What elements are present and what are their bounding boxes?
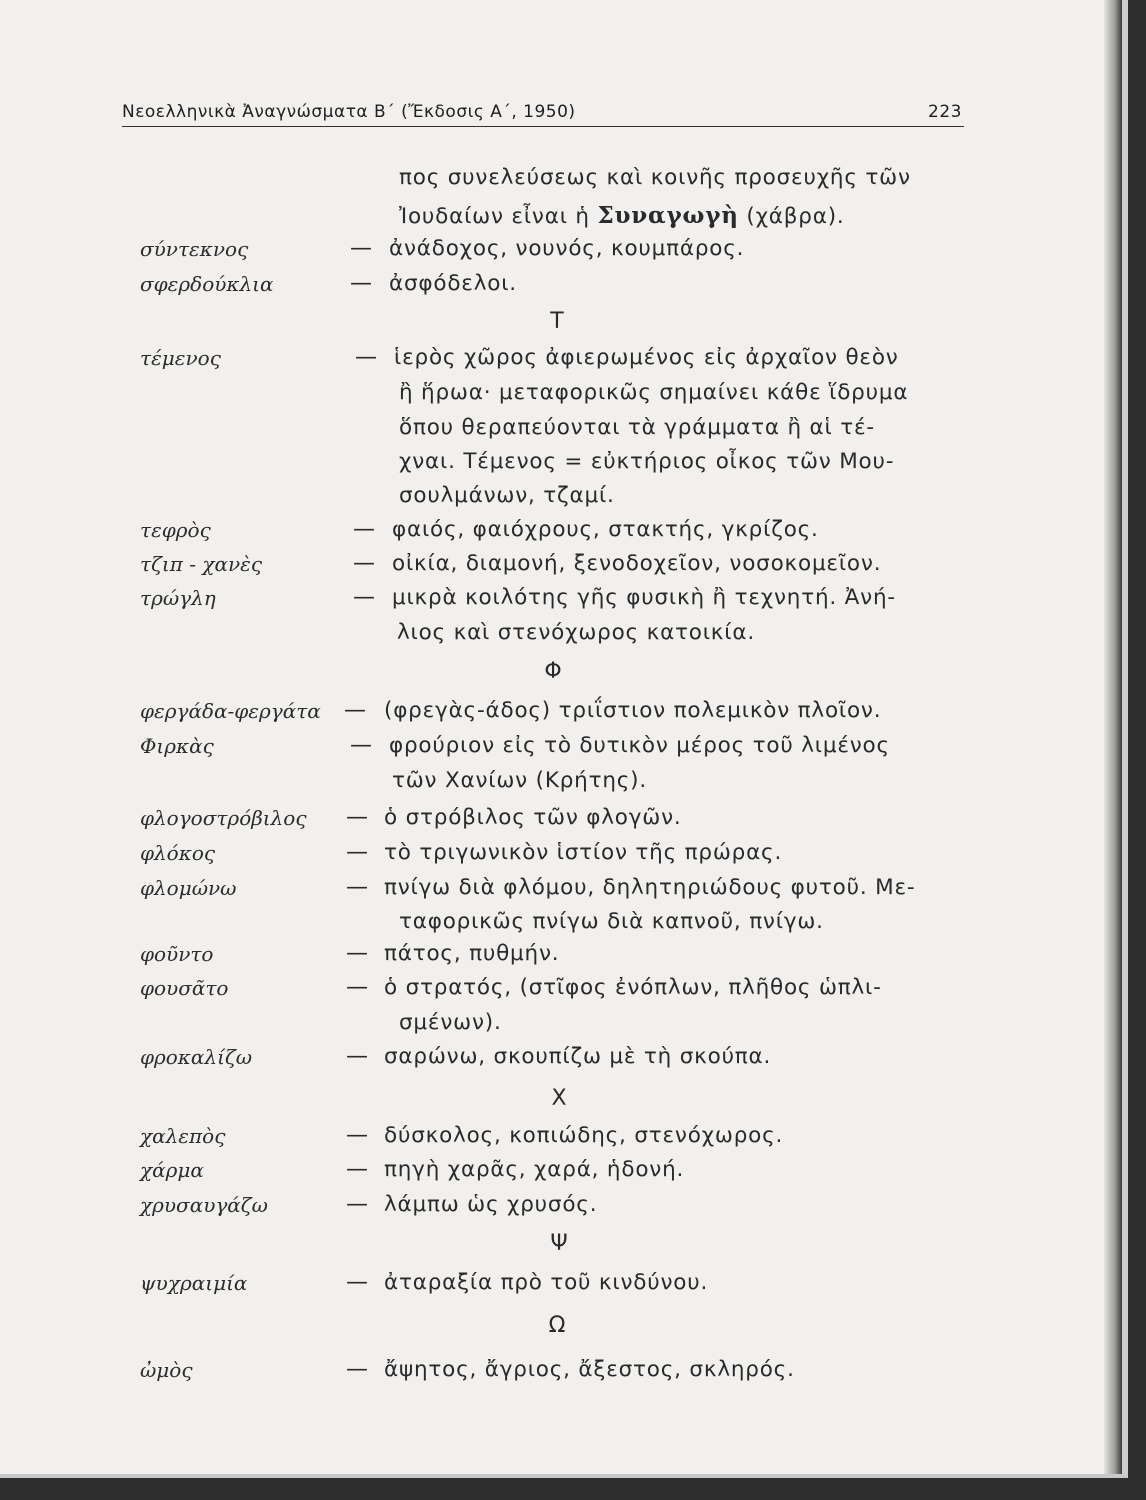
entry-dash: — [346,941,368,966]
section-letter-psi: Ψ [550,1231,568,1256]
entry-definition-line: φαιός, φαιόχρους, στακτής, γκρίζος. [392,517,819,542]
entry-lemma: ψυχραιμία [140,1271,248,1295]
entry-definition-line: σουλμάνων, τζαμί. [399,483,615,508]
intro-bold-term: Συναγωγὴ [597,202,739,229]
entry-dash: — [346,1123,368,1148]
entry-lemma: τέμενος [140,346,221,370]
entry-dash: — [346,1357,368,1382]
entry-dash: — [350,236,372,261]
entry-dash: — [346,1157,368,1182]
entry-dash: — [344,698,366,723]
page-edge-shadow [1104,0,1122,1478]
entry-lemma: Φιρκὰς [140,734,214,758]
running-head [122,100,964,127]
entry-definition-line: λιος καὶ στενόχωρος κατοικία. [397,620,755,645]
entry-lemma: φλομώνω [140,876,237,900]
entry-dash: — [350,733,372,758]
section-letter-phi: Φ [544,659,562,684]
entry-definition-line: λάμπω ὡς χρυσός. [384,1192,598,1217]
entry-definition-line: ἀνάδοχος, νουνός, κουμπάρος. [389,236,745,261]
entry-lemma: χαλεπὸς [140,1124,226,1148]
entry-definition-line: σμένων). [399,1010,502,1035]
entry-definition-line: ταφορικῶς πνίγω διὰ καπνοῦ, πνίγω. [399,909,824,934]
entry-dash: — [355,345,377,370]
entry-definition-line: ὁ στρόβιλος τῶν φλογῶν. [384,805,682,830]
section-letter-chi: Χ [551,1086,567,1111]
entry-lemma: φροκαλίζω [140,1045,253,1069]
entry-lemma: τεφρὸς [140,518,211,542]
entry-definition-line: οἰκία, διαμονή, ξενοδοχεῖον, νοσοκομεῖον. [392,551,882,576]
entry-dash: — [346,805,368,830]
entry-dash: — [353,517,375,542]
section-letter-omega: Ω [548,1313,566,1338]
entry-definition-line: τὸ τριγωνικὸν ἱστίον τῆς πρώρας. [384,840,783,865]
entry-lemma: φοῦντο [140,942,214,966]
entry-lemma: φουσᾶτο [140,976,229,1000]
entry-definition-line: μικρὰ κοιλότης γῆς φυσικὴ ἢ τεχνητή. Ἀνή- [392,585,896,610]
entry-dash: — [353,551,375,576]
book-title: Νεοελληνικὰ Ἀναγνώσματα Β΄ (Ἔκδοσις Α΄, 1950) [122,102,576,122]
entry-lemma: φλόκος [140,841,216,865]
entry-definition-line: ἀταραξία πρὸ τοῦ κινδύνου. [384,1270,709,1295]
entry-lemma: σύντεκνος [140,237,249,261]
intro-line [399,202,845,229]
entry-lemma: φεργάδα-φεργάτα [140,699,321,723]
entry-definition-line: πηγὴ χαρᾶς, χαρά, ἡδονή. [384,1157,685,1182]
entry-dash: — [346,1270,368,1295]
entry-lemma: τζιπ - χανὲς [140,552,263,576]
entry-lemma: φλογοστρόβιλος [140,806,307,830]
entry-lemma: τρώγλη [140,586,216,610]
intro-line: πος συνελεύσεως καὶ κοινῆς προσευχῆς τῶν [399,165,911,190]
entry-lemma: σφερδούκλια [140,272,274,296]
entry-dash: — [346,875,368,900]
entry-definition-line: ἢ ἥρωα· μεταφορικῶς σημαίνει κάθε ἵδρυμα [399,380,909,405]
entry-dash: — [346,1192,368,1217]
entry-dash: — [350,271,372,296]
entry-definition-line: σαρώνω, σκουπίζω μὲ τὴ σκούπα. [384,1044,772,1069]
entry-dash: — [346,1044,368,1069]
entry-definition-line: τῶν Χανίων (Κρήτης). [392,768,647,793]
entry-lemma: χάρμα [140,1158,204,1182]
entry-definition-line: ἄψητος, ἄγριος, ἄξεστος, σκληρός. [384,1357,795,1382]
section-letter-tau: Τ [550,309,564,334]
entry-lemma: ὠμὸς [140,1358,193,1382]
entry-lemma: χρυσαυγάζω [140,1193,268,1217]
entry-dash: — [346,975,368,1000]
entry-definition-line: δύσκολος, κοπιώδης, στενόχωρος. [384,1123,784,1148]
entry-definition-line: ὅπου θεραπεύονται τὰ γράμματα ἢ αἱ τέ- [399,415,875,440]
intro-text: (χάβρα). [746,204,845,229]
entry-definition-line: φρούριον εἰς τὸ δυτικὸν μέρος τοῦ λιμένος [389,733,890,758]
entry-definition-line: ὁ στρατός, (στῖφος ἐνόπλων, πλῆθος ὡπλι- [384,975,882,1000]
entry-definition-line: πνίγω διὰ φλόμου, δηλητηριώδους φυτοῦ. Με- [384,875,916,900]
entry-dash: — [346,840,368,865]
entry-definition-line: ἀσφόδελοι. [389,271,517,296]
intro-text: Ἰουδαίων εἶναι ἡ [399,204,590,229]
entry-definition-line: χναι. Τέμενος = εὐκτήριος οἶκος τῶν Μου- [399,449,895,474]
entry-definition-line: (φρεγὰς-άδος) τριΐστιον πολεμικὸν πλοῖον. [384,698,882,723]
entry-definition-line: ἱερὸς χῶρος ἀφιερωμένος εἰς ἀρχαῖον θεὸν [394,345,899,370]
entry-dash: — [353,585,375,610]
page-number: 223 [928,102,962,122]
entry-definition-line: πάτος, πυθμήν. [384,941,560,966]
